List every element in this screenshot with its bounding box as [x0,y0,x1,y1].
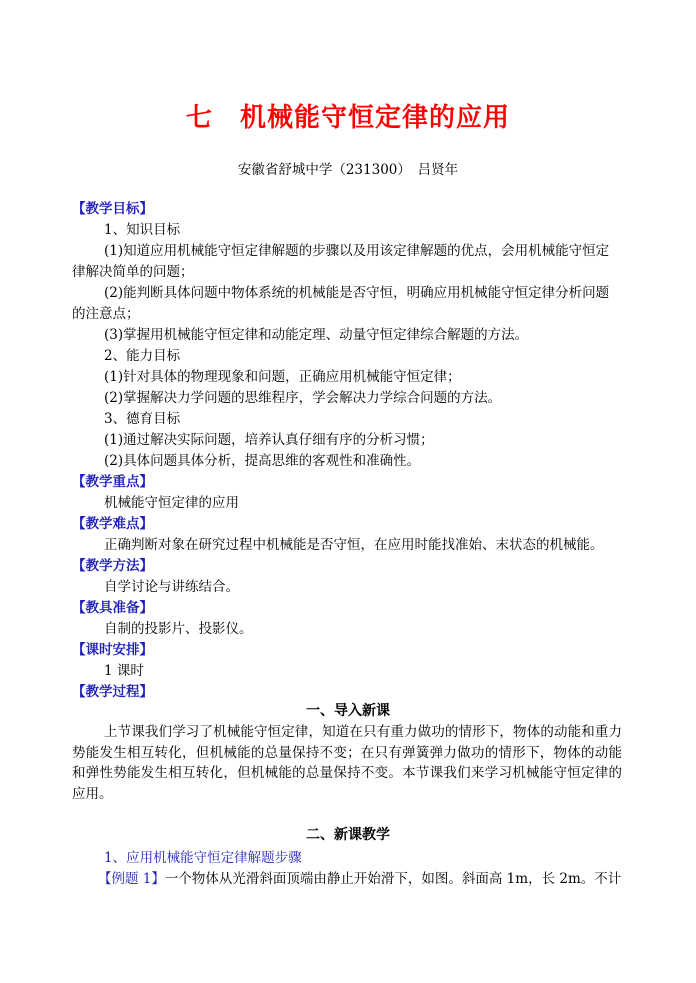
tools-text: 自制的投影片、投影仪。 [104,621,253,637]
section-heading-method: 【教学方法】 [72,558,153,574]
key-point-text: 机械能守恒定律的应用 [104,495,239,511]
section-heading-tools: 【教具准备】 [72,600,153,616]
schedule-text: 1 课时 [104,663,144,679]
ability-goal-2: (2)掌握解决力学问题的思维程序，学会解决力学综合问题的方法。 [104,390,502,406]
author-line: 安徽省舒城中学（231300） 吕贤年 [237,162,459,178]
section-heading-difficulty: 【教学难点】 [72,516,153,532]
difficulty-text: 正确判断对象在研究过程中机械能是否守恒，在应用时能找准始、末状态的机械能。 [104,537,604,553]
section-heading-goals: 【教学目标】 [72,201,153,217]
knowledge-goal-2b: 的注意点； [72,306,140,322]
section-heading-schedule: 【课时安排】 [72,642,153,658]
example-1-label: 【例题 1】 [98,871,165,887]
example-1-line [98,870,621,888]
example-1-text: 一个物体从光滑斜面顶端由静止开始滑下，如图。斜面高 1m，长 2m。不计 [164,871,622,887]
part1-heading: 一、导入新课 [306,703,390,719]
part2-heading: 二、新课教学 [306,827,390,843]
ability-goal-1: (1)针对具体的物理现象和问题，正确应用机械能守恒定律； [104,369,461,385]
knowledge-goal-heading: 1、知识目标 [104,222,181,238]
knowledge-goal-3: (3)掌握用机械能守恒定律和动能定理、动量守恒定律综合解题的方法。 [104,327,529,343]
section-heading-key-point: 【教学重点】 [72,474,153,490]
part1-paragraph: 上节课我们学习了机械能守恒定律，知道在只有重力做功的情形下，物体的动能和重力势能发生相互转化，但机械能的总量保持不变；在只有弹簧弹力做功的情形下，物体的动能和弹性势能发生相互转化，但机械能的总量保持不变。本节课我们来学习机械能守恒定律的应用。 [72,724,622,802]
moral-goal-2: (2)具体问题具体分析，提高思维的客观性和准确性。 [104,453,421,469]
page-title: 七 机械能守恒定律的应用 [185,103,510,133]
moral-goal-heading: 3、德育目标 [104,411,181,427]
moral-goal-1: (1)通过解决实际问题，培养认真仔细有序的分析习惯； [104,432,434,448]
knowledge-goal-2a: (2)能判断具体问题中物体系统的机械能是否守恒，明确应用机械能守恒定律分析问题 [104,285,610,301]
ability-goal-heading: 2、能力目标 [104,348,181,364]
knowledge-goal-1b: 律解决简单的问题； [72,264,194,280]
knowledge-goal-1a: (1)知道应用机械能守恒定律解题的步骤以及用该定律解题的优点，会用机械能守恒定 [104,243,610,259]
part2-subheading: 1、应用机械能守恒定律解题步骤 [104,850,302,866]
section-heading-process: 【教学过程】 [72,684,153,700]
method-text: 自学讨论与讲练结合。 [104,579,239,595]
